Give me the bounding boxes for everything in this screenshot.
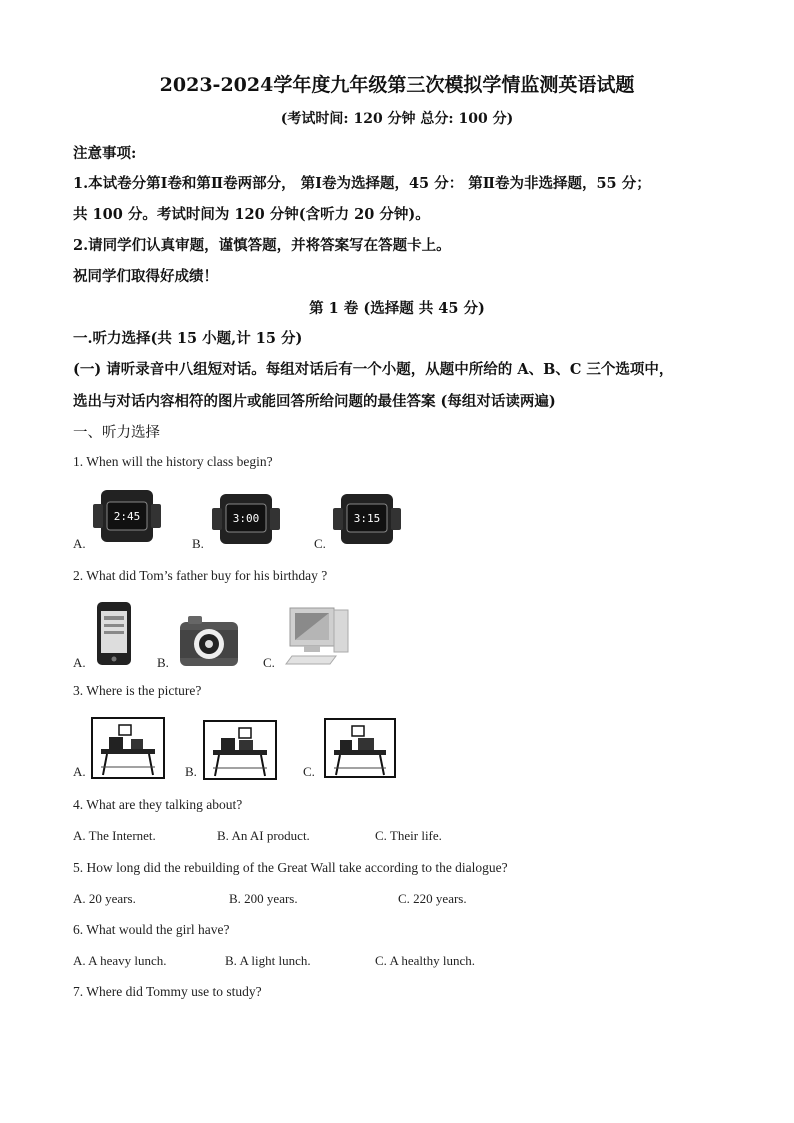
q1-option-b-label: B.: [192, 536, 204, 551]
q2-option-c-label: C.: [263, 655, 275, 670]
question-7: 7. Where did Tommy use to study?: [73, 984, 262, 999]
q3-option-b-label: B.: [185, 764, 197, 779]
q3-option-c-label: C.: [303, 764, 315, 779]
camera-image: [178, 614, 240, 668]
part1-heading: 第 1 卷 (选择题 共 45 分): [309, 300, 485, 317]
q1-option-a-label: A.: [73, 536, 86, 551]
q4-option-a: A. The Internet.: [73, 828, 156, 843]
q6-option-a: A. A heavy lunch.: [73, 953, 167, 968]
q4-option-b: B. An AI product.: [217, 828, 310, 843]
q3-option-a-label: A.: [73, 764, 86, 779]
watch-time-c: 3:15: [353, 512, 381, 525]
section-heading: 一.听力选择(共 15 小题,计 15 分): [73, 330, 303, 347]
watch-image-b: [212, 492, 292, 548]
desk-picture-image-c: [324, 718, 396, 778]
q5-option-c: C. 220 years.: [398, 891, 467, 906]
notes-line-2: 共 100 分。考试时间为 120 分钟(含听力 20 分钟)。: [73, 206, 430, 223]
instruction-line-2: 选出与对话内容相符的图片或能回答所给问题的最佳答案 (每组对话读两遍): [73, 393, 556, 410]
section-heading-2: 一、听力选择: [73, 425, 160, 441]
watch-image-a: [93, 488, 173, 544]
q2-option-b-label: B.: [157, 655, 169, 670]
q2-option-a-label: A.: [73, 655, 86, 670]
question-3: 3. Where is the picture?: [73, 683, 202, 698]
watch-time-b: 3:00: [232, 512, 260, 525]
q4-option-c: C. Their life.: [375, 828, 442, 843]
question-4: 4. What are they talking about?: [73, 797, 243, 812]
q1-option-c-label: C.: [314, 536, 326, 551]
watch-image-c: [333, 492, 413, 548]
notes-heading: 注意事项:: [73, 145, 137, 162]
notes-line-1: 1.本试卷分第Ⅰ卷和第Ⅱ卷两部分， 第Ⅰ卷为选择题，45 分： 第Ⅱ卷为非选择题，55 分；: [73, 175, 651, 192]
q6-option-b: B. A light lunch.: [225, 953, 311, 968]
question-6: 6. What would the girl have?: [73, 922, 230, 937]
question-1: 1. When will the history class begin?: [73, 454, 273, 469]
desk-picture-image-b: [203, 720, 277, 780]
notes-line-4: 祝同学们取得好成绩！: [73, 268, 218, 285]
computer-image: [282, 606, 354, 668]
desk-picture-image-a: [91, 717, 165, 779]
q5-option-a: A. 20 years.: [73, 891, 136, 906]
q5-option-b: B. 200 years.: [229, 891, 298, 906]
phone-image: [95, 601, 135, 667]
q6-option-c: C. A healthy lunch.: [375, 953, 476, 968]
exam-title: 2023-2024学年度九年级第三次模拟学情监测英语试题: [159, 74, 635, 96]
exam-subtitle: (考试时间: 120 分钟 总分: 100 分): [280, 111, 514, 127]
question-2: 2. What did Tom’s father buy for his birthday ?: [73, 568, 328, 583]
watch-time-a: 2:45: [113, 510, 141, 523]
notes-line-3: 2.请同学们认真审题，谨慎答题，并将答案写在答题卡上。: [73, 237, 451, 254]
instruction-line-1: (一) 请听录音中八组短对话。每组对话后有一个小题，从题中所给的 A、B、C 三个选项中，: [73, 361, 674, 378]
question-5: 5. How long did the rebuilding of the Great Wall take according to the dialogue?: [73, 860, 508, 875]
